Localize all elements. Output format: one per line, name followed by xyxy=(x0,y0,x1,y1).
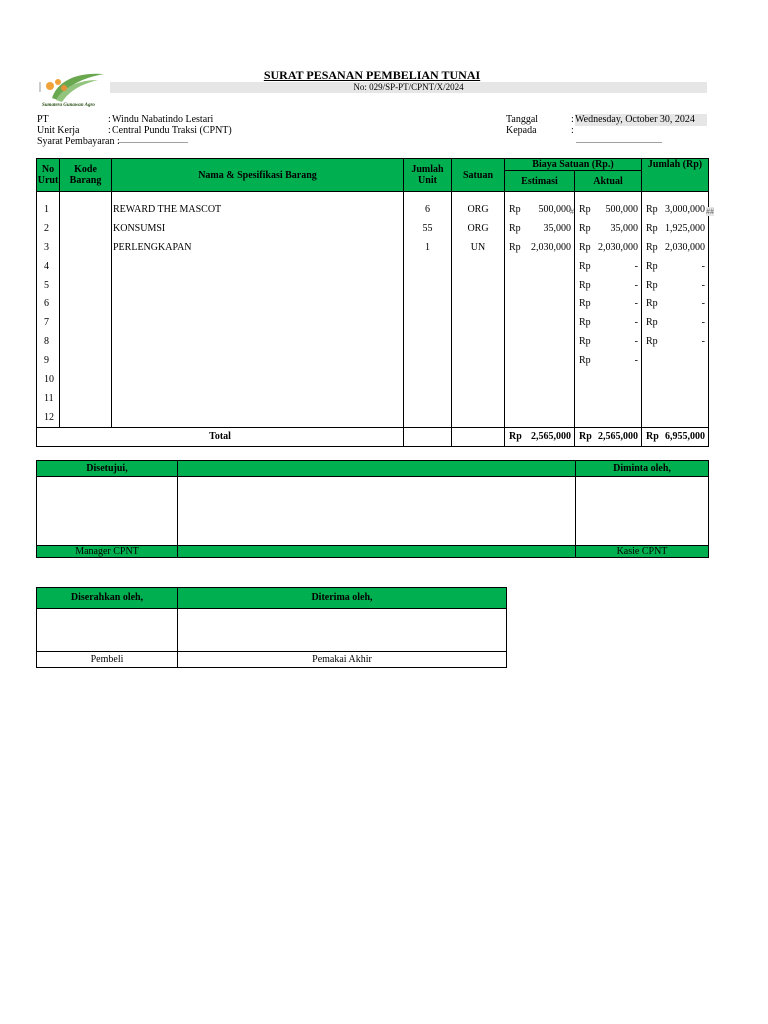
document-number: No: 029/SP-PT/CPNT/X/2024 xyxy=(110,82,707,93)
row-no: 12 xyxy=(37,408,60,427)
row-jumlah xyxy=(642,313,709,332)
row-kode xyxy=(60,351,112,370)
row-satuan xyxy=(452,370,505,389)
row-satuan xyxy=(452,389,505,408)
row-qty: 55 xyxy=(404,219,452,238)
row-jumlah xyxy=(642,257,709,276)
row-qty xyxy=(404,313,452,332)
col-jumlah-unit: Jumlah Unit xyxy=(404,159,452,192)
row-estimasi xyxy=(505,389,575,408)
row-no: 10 xyxy=(37,370,60,389)
row-kode xyxy=(60,219,112,238)
row-kode xyxy=(60,257,112,276)
table-row xyxy=(37,257,709,276)
amount: - xyxy=(634,260,638,272)
row-aktual xyxy=(575,200,642,219)
row-no: 9 xyxy=(37,351,60,370)
colon: : xyxy=(108,125,111,136)
buyer-label: Pembeli xyxy=(90,654,124,665)
row-estimasi xyxy=(505,257,575,276)
row-satuan xyxy=(452,294,505,313)
row-jumlah xyxy=(642,200,709,219)
rp-label: Rp xyxy=(646,431,659,443)
table-row xyxy=(37,408,709,427)
row-no: 7 xyxy=(37,313,60,332)
row-aktual xyxy=(575,257,642,276)
total-row xyxy=(37,427,709,446)
row-no: 5 xyxy=(37,276,60,295)
rp-label: Rp xyxy=(646,317,658,329)
divider xyxy=(575,477,576,545)
amount: 2,030,000 xyxy=(598,241,638,253)
row-qty xyxy=(404,351,452,370)
amount: 1,925,000 xyxy=(665,222,705,234)
row-estimasi xyxy=(505,294,575,313)
row-jumlah xyxy=(642,276,709,295)
rp-label: Rp xyxy=(509,203,521,215)
row-jumlah xyxy=(642,332,709,351)
row-jumlah xyxy=(642,219,709,238)
amount: 2,565,000 xyxy=(531,431,571,443)
row-kode xyxy=(60,370,112,389)
col-jumlah: Jumlah (Rp) xyxy=(642,159,709,192)
amount: - xyxy=(701,317,705,329)
row-no: 2 xyxy=(37,219,60,238)
rp-label: Rp xyxy=(646,298,658,310)
approver-name: Manager CPNT xyxy=(37,545,178,557)
rp-label: Rp xyxy=(646,260,658,272)
total-label: Total xyxy=(37,427,404,446)
row-no: 8 xyxy=(37,332,60,351)
row-satuan: UN xyxy=(452,238,505,257)
rp-label: Rp xyxy=(579,317,591,329)
colon: : xyxy=(571,125,574,136)
pt-value: Windu Nabatindo Lestari xyxy=(112,114,214,125)
amount: 2,565,000 xyxy=(598,431,638,443)
total-jumlah xyxy=(642,427,709,446)
pt-label: PT xyxy=(37,114,49,125)
row-aktual xyxy=(575,332,642,351)
row-nama xyxy=(112,313,404,332)
amount: 6,955,000 xyxy=(665,431,705,443)
row-kode xyxy=(60,276,112,295)
rp-label: Rp xyxy=(579,222,591,234)
row-estimasi xyxy=(505,351,575,370)
row-jumlah xyxy=(642,389,709,408)
overflow-mark: # xyxy=(570,207,574,216)
row-qty xyxy=(404,389,452,408)
row-aktual xyxy=(575,370,642,389)
row-kode xyxy=(60,294,112,313)
row-satuan: ORG xyxy=(452,200,505,219)
amount: - xyxy=(634,317,638,329)
amount: - xyxy=(634,279,638,291)
row-nama xyxy=(112,351,404,370)
date-label: Tanggal xyxy=(506,114,539,125)
table-row xyxy=(37,238,709,257)
row-satuan xyxy=(452,351,505,370)
unit-value: Central Pundu Traksi (CPNT) xyxy=(112,125,232,136)
rp-label: Rp xyxy=(579,241,591,253)
row-aktual xyxy=(575,238,642,257)
handover-section xyxy=(36,587,507,668)
end-user-label: Pemakai Akhir xyxy=(312,654,372,665)
row-nama xyxy=(112,294,404,313)
total-aktual xyxy=(575,427,642,446)
rp-label: Rp xyxy=(646,203,658,215)
colon: : xyxy=(571,114,574,125)
row-nama xyxy=(112,408,404,427)
logo-text: Sumatera Gunawan Agro xyxy=(42,103,95,108)
row-no: 11 xyxy=(37,389,60,408)
row-satuan xyxy=(452,257,505,276)
divider xyxy=(177,477,178,545)
amount: 2,030,000 xyxy=(531,241,571,253)
amount: 2,030,000 xyxy=(665,241,705,253)
row-qty xyxy=(404,332,452,351)
table-row xyxy=(37,219,709,238)
amount: - xyxy=(701,298,705,310)
col-kode: Kode Barang xyxy=(60,159,112,192)
total-empty xyxy=(404,427,452,446)
row-nama xyxy=(112,389,404,408)
row-nama xyxy=(112,276,404,295)
row-nama xyxy=(112,332,404,351)
row-kode xyxy=(60,313,112,332)
table-row xyxy=(37,294,709,313)
row-no: 1 xyxy=(37,200,60,219)
row-aktual xyxy=(575,408,642,427)
row-no: 4 xyxy=(37,257,60,276)
row-kode xyxy=(60,200,112,219)
approval-header-middle xyxy=(178,461,576,477)
order-table xyxy=(36,158,709,447)
approval-footer-middle xyxy=(178,545,576,557)
rp-label: Rp xyxy=(646,222,658,234)
row-estimasi xyxy=(505,200,575,219)
row-no: 3 xyxy=(37,238,60,257)
table-row xyxy=(37,389,709,408)
row-satuan: ORG xyxy=(452,219,505,238)
overflow-mark: ## xyxy=(706,207,714,216)
rp-label: Rp xyxy=(646,279,658,291)
table-row xyxy=(37,276,709,295)
row-qty xyxy=(404,294,452,313)
row-jumlah xyxy=(642,238,709,257)
received-by-header: Diterima oleh, xyxy=(178,588,506,609)
rp-label: Rp xyxy=(646,241,658,253)
rp-label: Rp xyxy=(509,431,522,443)
to-dots: ........................................... xyxy=(576,136,662,145)
row-nama xyxy=(112,370,404,389)
amount: - xyxy=(634,355,638,367)
row-satuan xyxy=(452,332,505,351)
rp-label: Rp xyxy=(509,222,521,234)
row-nama: PERLENGKAPAN xyxy=(112,238,404,257)
rp-label: Rp xyxy=(579,298,591,310)
date-value: Wednesday, October 30, 2024 xyxy=(575,114,707,126)
row-aktual xyxy=(575,219,642,238)
approved-by-header: Disetujui, xyxy=(37,461,178,477)
amount: 500,000 xyxy=(605,203,638,215)
row-satuan xyxy=(452,276,505,295)
amount: 3,000,000 xyxy=(665,203,705,215)
row-estimasi xyxy=(505,332,575,351)
row-qty: 6 xyxy=(404,200,452,219)
row-aktual xyxy=(575,294,642,313)
row-nama xyxy=(112,257,404,276)
amount: - xyxy=(701,260,705,272)
row-kode xyxy=(60,408,112,427)
row-nama: KONSUMSI xyxy=(112,219,404,238)
table-row xyxy=(37,351,709,370)
row-satuan xyxy=(452,408,505,427)
row-estimasi xyxy=(505,408,575,427)
amount: - xyxy=(701,336,705,348)
colon: : xyxy=(108,114,111,125)
total-estimasi xyxy=(505,427,575,446)
row-estimasi xyxy=(505,219,575,238)
col-no: No Urut xyxy=(37,159,60,192)
table-row xyxy=(37,200,709,219)
row-qty xyxy=(404,257,452,276)
row-qty xyxy=(404,276,452,295)
row-aktual xyxy=(575,351,642,370)
row-satuan xyxy=(452,313,505,332)
requested-by-header: Diminta oleh, xyxy=(576,461,708,477)
row-aktual xyxy=(575,313,642,332)
rp-label: Rp xyxy=(579,260,591,272)
rp-label: Rp xyxy=(646,336,658,348)
amount: 500,000 xyxy=(538,203,571,215)
to-label: Kepada xyxy=(506,125,537,136)
payment-label: Syarat Pembayaran : xyxy=(37,136,120,147)
rp-label: Rp xyxy=(579,355,591,367)
table-row xyxy=(37,313,709,332)
row-estimasi xyxy=(505,370,575,389)
approval-section xyxy=(36,460,709,558)
row-estimasi xyxy=(505,313,575,332)
row-jumlah xyxy=(642,294,709,313)
rp-label: Rp xyxy=(579,203,591,215)
row-jumlah xyxy=(642,351,709,370)
unit-label: Unit Kerja xyxy=(37,125,80,136)
col-biaya-satuan: Biaya Satuan (Rp.) xyxy=(505,159,642,171)
amount: 35,000 xyxy=(610,222,638,234)
row-kode xyxy=(60,332,112,351)
rp-label: Rp xyxy=(579,431,592,443)
amount: - xyxy=(701,279,705,291)
row-kode xyxy=(60,389,112,408)
rp-label: Rp xyxy=(509,241,521,253)
requester-name: Kasie CPNT xyxy=(576,545,708,557)
col-satuan: Satuan xyxy=(452,159,505,192)
amount: 35,000 xyxy=(543,222,571,234)
payment-value: ................................... xyxy=(118,136,188,145)
row-jumlah xyxy=(642,408,709,427)
handed-by-header: Diserahkan oleh, xyxy=(37,588,178,609)
amount: - xyxy=(634,336,638,348)
amount: - xyxy=(634,298,638,310)
col-nama: Nama & Spesifikasi Barang xyxy=(112,159,404,192)
row-aktual xyxy=(575,276,642,295)
row-qty xyxy=(404,408,452,427)
rp-label: Rp xyxy=(579,279,591,291)
row-estimasi xyxy=(505,238,575,257)
table-row xyxy=(37,332,709,351)
row-qty xyxy=(404,370,452,389)
row-estimasi xyxy=(505,276,575,295)
col-aktual: Aktual xyxy=(575,171,642,192)
col-estimasi: Estimasi xyxy=(505,171,575,192)
rp-label: Rp xyxy=(579,336,591,348)
row-aktual xyxy=(575,389,642,408)
row-jumlah xyxy=(642,370,709,389)
total-empty xyxy=(452,427,505,446)
row-nama: REWARD THE MASCOT xyxy=(112,200,404,219)
document-title: SURAT PESANAN PEMBELIAN TUNAI xyxy=(263,68,481,82)
row-kode xyxy=(60,238,112,257)
row-no: 6 xyxy=(37,294,60,313)
table-row xyxy=(37,370,709,389)
row-qty: 1 xyxy=(404,238,452,257)
